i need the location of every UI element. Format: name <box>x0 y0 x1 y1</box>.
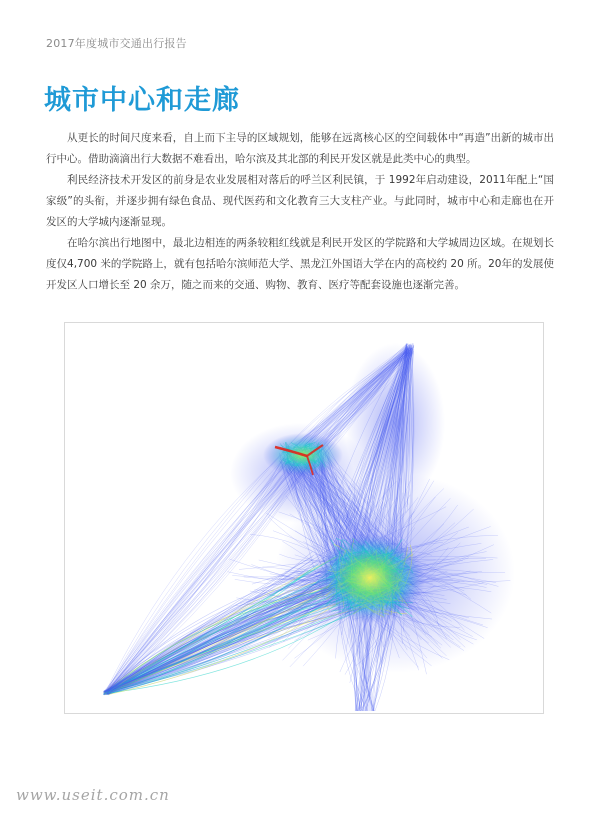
city-center-hotspot <box>315 533 425 623</box>
paragraph-3: 在哈尔滨出行地图中，最北边相连的两条较粗红线就是利民开发区的学院路和大学城周边区域。在规划长度仅4,700 米的学院路上，就有包括哈尔滨师范大学、黑龙江外国语大学在内的高校约 20 所。20年的发展使开发区人口增长至 20 余万，随之而来的交通、购物、教育、医疗等配套设施也逐渐完善。 <box>46 237 554 291</box>
watermark: www.useit.com.cn <box>16 786 170 804</box>
paragraph-2: 利民经济技术开发区的前身是农业发展相对落后的呼兰区利民镇，于 1992年启动建设，2011年配上“国家级”的头衔，并逐步拥有绿色食品、现代医药和文化教育三大支柱产业。与此同时，城市中心和走廊也在开发区的大学城内逐渐显现。 <box>46 174 554 228</box>
trip-flow-map-graphic <box>65 323 543 713</box>
page-title: 城市中心和走廊 <box>44 85 240 116</box>
body-text <box>46 128 554 296</box>
trip-flow-map <box>64 322 544 714</box>
paragraph-1: 从更长的时间尺度来看，自上而下主导的区域规划，能够在远离核心区的空间载体中“再造”出新的城市出行中心。借助滴滴出行大数据不难看出，哈尔滨及其北部的利民开发区就是此类中心的典型。 <box>46 132 554 165</box>
report-header: 2017年度城市交通出行报告 <box>46 37 187 50</box>
